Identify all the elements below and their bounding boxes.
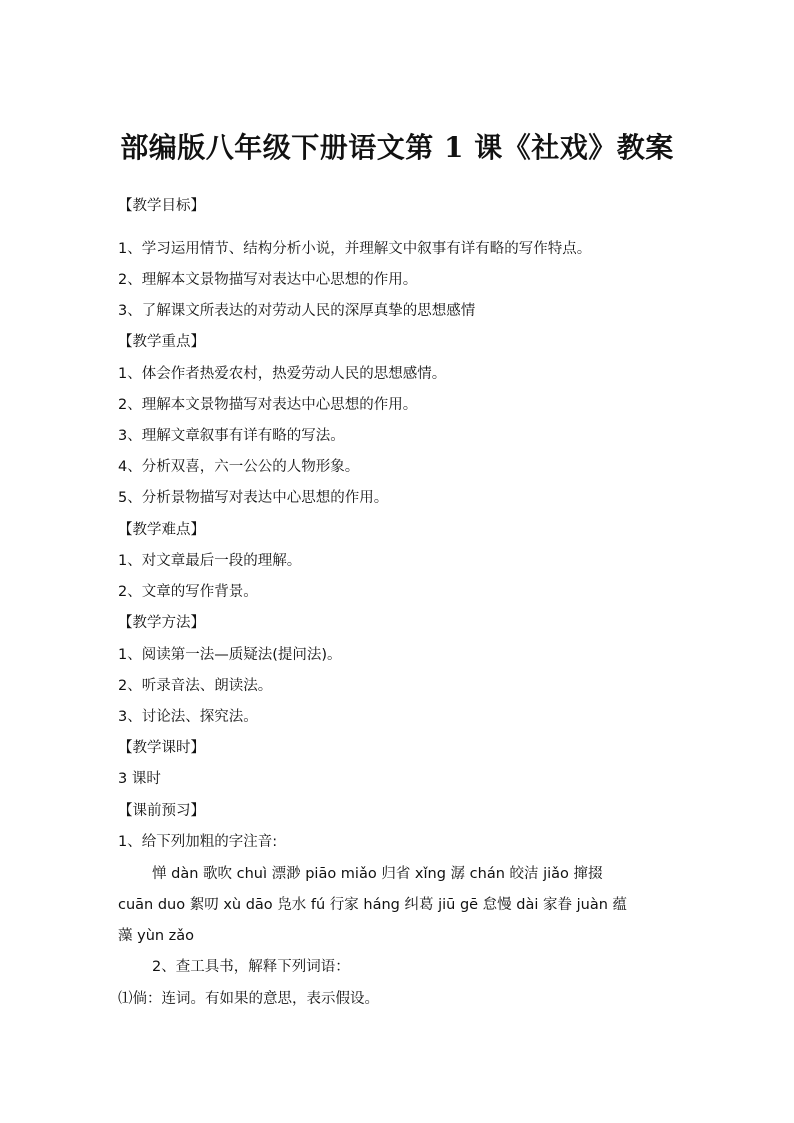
hours-value: 3 课时 xyxy=(118,771,161,787)
key-point-item-4: 4、分析双喜，六一公公的人物形象。 xyxy=(118,459,360,475)
section-heading-goals: 【教学目标】 xyxy=(118,198,205,214)
pinyin-line-2: cuān duo 絮叨 xù dāo 凫水 fú 行家 háng 纠葛 jiū gē 怠慢 dài 家眷 juàn 蕴 xyxy=(118,897,628,913)
section-heading-preview: 【课前预习】 xyxy=(118,803,205,819)
section-heading-difficulties: 【教学难点】 xyxy=(118,522,205,538)
key-point-item-2: 2、理解本文景物描写对表达中心思想的作用。 xyxy=(118,397,418,413)
preview-item-2: 2、查工具书，解释下列词语： xyxy=(152,959,350,975)
pinyin-line-3: 藻 yùn zǎo xyxy=(118,928,195,944)
goal-item-1: 1、学习运用情节、结构分析小说，并理解文中叙事有详有略的写作特点。 xyxy=(118,241,592,257)
key-point-item-5: 5、分析景物描写对表达中心思想的作用。 xyxy=(118,490,389,506)
method-item-3: 3、讨论法、探究法。 xyxy=(118,709,258,725)
pinyin-line-1: 惮 dàn 歌吹 chuì 漂渺 piāo miǎo 归省 xǐng 潺 chán 皎洁 jiǎo 撺掇 xyxy=(152,866,603,882)
definition-item-1: ⑴倘：连词。有如果的意思，表示假设。 xyxy=(118,991,379,1007)
key-point-item-1: 1、体会作者热爱农村，热爱劳动人民的思想感情。 xyxy=(118,366,447,382)
goal-item-3: 3、了解课文所表达的对劳动人民的深厚真挚的思想感情 xyxy=(118,303,476,319)
goal-item-2: 2、理解本文景物描写对表达中心思想的作用。 xyxy=(118,272,418,288)
page-title: 部编版八年级下册语文第 1 课《社戏》教案 xyxy=(120,131,674,164)
section-heading-hours: 【教学课时】 xyxy=(118,740,205,756)
section-heading-key-points: 【教学重点】 xyxy=(118,334,205,350)
method-item-1: 1、阅读第一法—质疑法(提问法)。 xyxy=(118,647,342,663)
key-point-item-3: 3、理解文章叙事有详有略的写法。 xyxy=(118,428,345,444)
section-heading-methods: 【教学方法】 xyxy=(118,615,205,631)
difficulty-item-2: 2、文章的写作背景。 xyxy=(118,584,258,600)
difficulty-item-1: 1、对文章最后一段的理解。 xyxy=(118,553,302,569)
preview-item-1: 1、给下列加粗的字注音: xyxy=(118,834,278,850)
method-item-2: 2、听录音法、朗读法。 xyxy=(118,678,273,694)
